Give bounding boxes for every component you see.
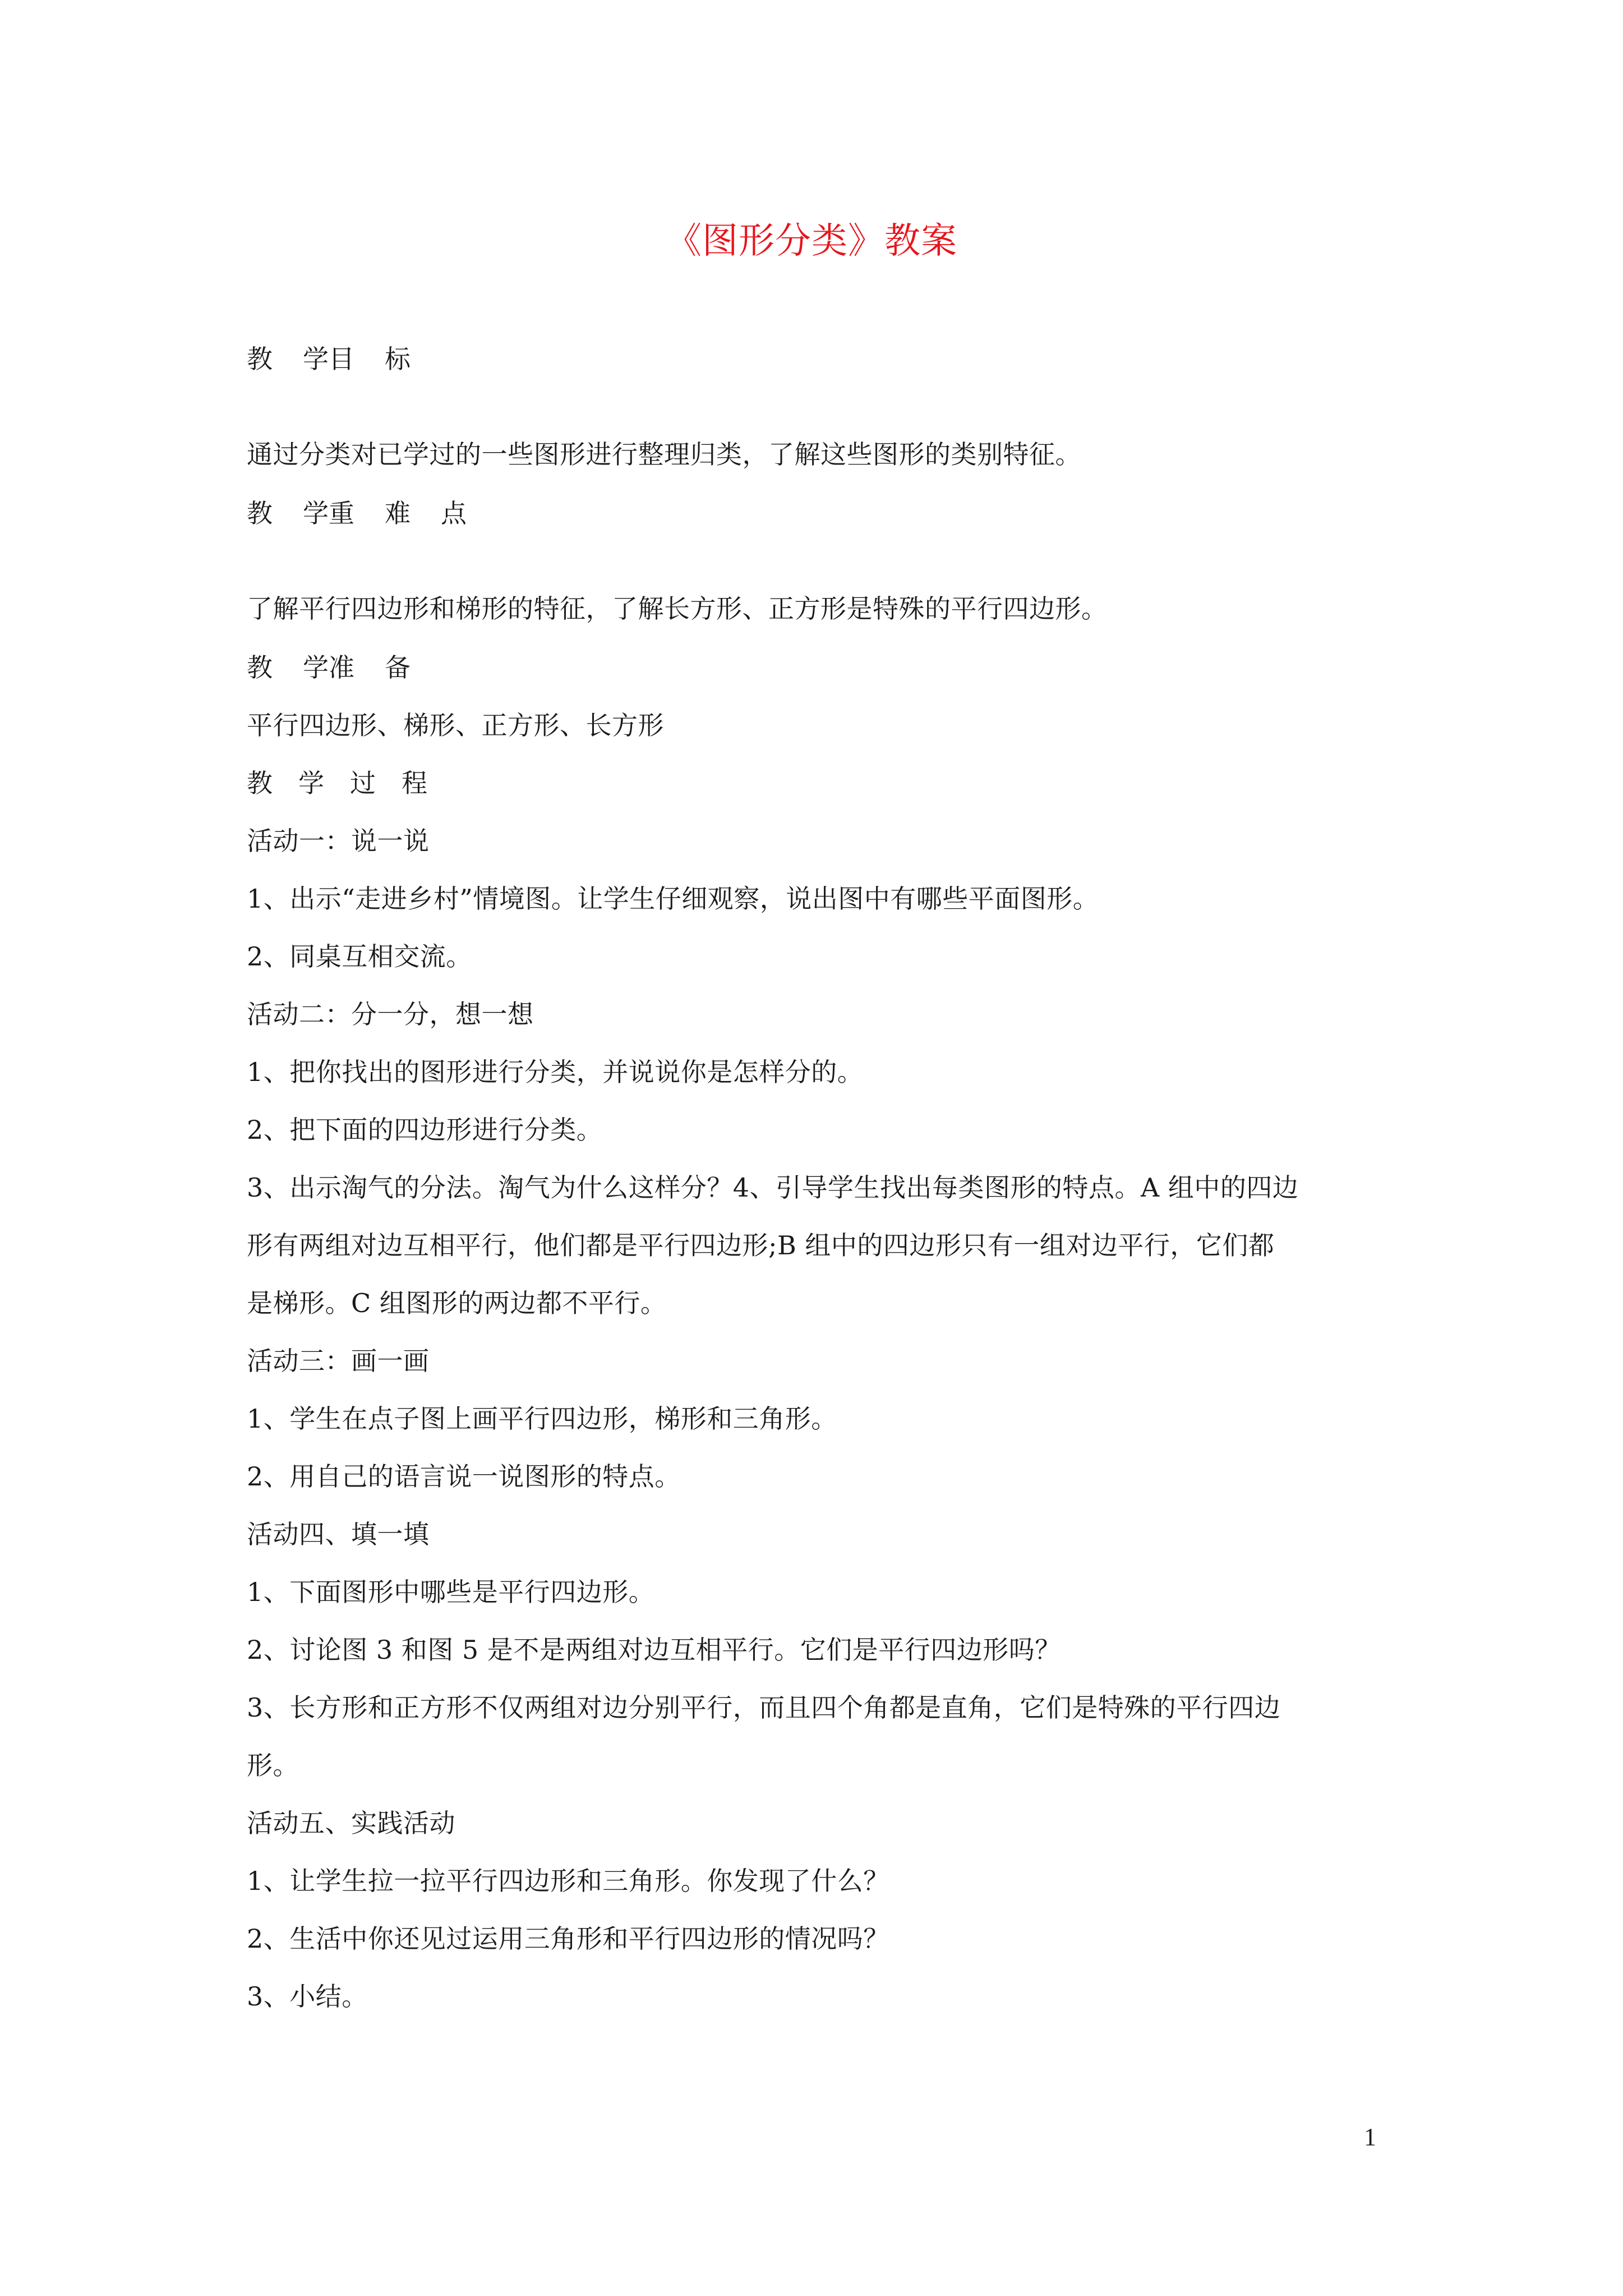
teaching-process-heading: 教 学 过 程 bbox=[247, 768, 427, 798]
activity-four-heading: 活动四、填一填 bbox=[247, 1519, 430, 1549]
activity-five-heading: 活动五、实践活动 bbox=[247, 1808, 455, 1838]
teaching-focus-heading: 教 学重 难 点 bbox=[247, 498, 467, 528]
paragraph-line: 2、把下面的四边形进行分类。 bbox=[247, 1115, 603, 1145]
paragraph-line: 2、同桌互相交流。 bbox=[247, 941, 472, 972]
page-number: 1 bbox=[1364, 2123, 1376, 2151]
activity-three-heading: 活动三：画一画 bbox=[247, 1346, 430, 1376]
teaching-goal-text: 通过分类对已学过的一些图形进行整理归类，了解这些图形的类别特征。 bbox=[247, 439, 1081, 470]
paragraph-line: 形。 bbox=[247, 1750, 299, 1780]
paragraph-line: 2、用自己的语言说一说图形的特点。 bbox=[247, 1461, 681, 1492]
activity-one-heading: 活动一：说一说 bbox=[247, 826, 430, 856]
paragraph-line: 2、生活中你还见过运用三角形和平行四边形的情况吗？ bbox=[247, 1924, 889, 1954]
paragraph-line: 1、让学生拉一拉平行四边形和三角形。你发现了什么？ bbox=[247, 1866, 889, 1896]
paragraph-line: 2、讨论图 3 和图 5 是不是两组对边互相平行。它们是平行四边形吗？ bbox=[247, 1635, 1061, 1665]
paragraph-line: 是梯形。C 组图形的两边都不平行。 bbox=[247, 1288, 667, 1318]
paragraph-line: 形有两组对边互相平行，他们都是平行四边形;B 组中的四边形只有一组对边平行，它们都 bbox=[247, 1230, 1275, 1260]
paragraph-line: 1、学生在点子图上画平行四边形，梯形和三角形。 bbox=[247, 1404, 837, 1434]
paragraph-line: 3、长方形和正方形不仅两组对边分别平行，而且四个角都是直角，它们是特殊的平行四边 bbox=[247, 1692, 1281, 1723]
teaching-focus-text: 了解平行四边形和梯形的特征，了解长方形、正方形是特殊的平行四边形。 bbox=[247, 593, 1108, 624]
teaching-goal-heading: 教 学目 标 bbox=[247, 344, 411, 374]
paragraph-line: 1、下面图形中哪些是平行四边形。 bbox=[247, 1577, 655, 1607]
document-title: 《图形分类》教案 bbox=[666, 220, 957, 262]
activity-two-heading: 活动二：分一分，想一想 bbox=[247, 999, 534, 1029]
paragraph-line: 1、把你找出的图形进行分类，并说说你是怎样分的。 bbox=[247, 1057, 864, 1087]
teaching-prep-text: 平行四边形、梯形、正方形、长方形 bbox=[247, 710, 664, 740]
teaching-prep-heading: 教 学准 备 bbox=[247, 652, 411, 683]
paragraph-line: 3、小结。 bbox=[247, 1981, 368, 2012]
paragraph-line: 3、出示淘气的分法。淘气为什么这样分？4、引导学生找出每类图形的特点。A 组中的四边 bbox=[247, 1172, 1299, 1203]
paragraph-line: 1、出示“走进乡村”情境图。让学生仔细观察，说出图中有哪些平面图形。 bbox=[247, 884, 1099, 914]
